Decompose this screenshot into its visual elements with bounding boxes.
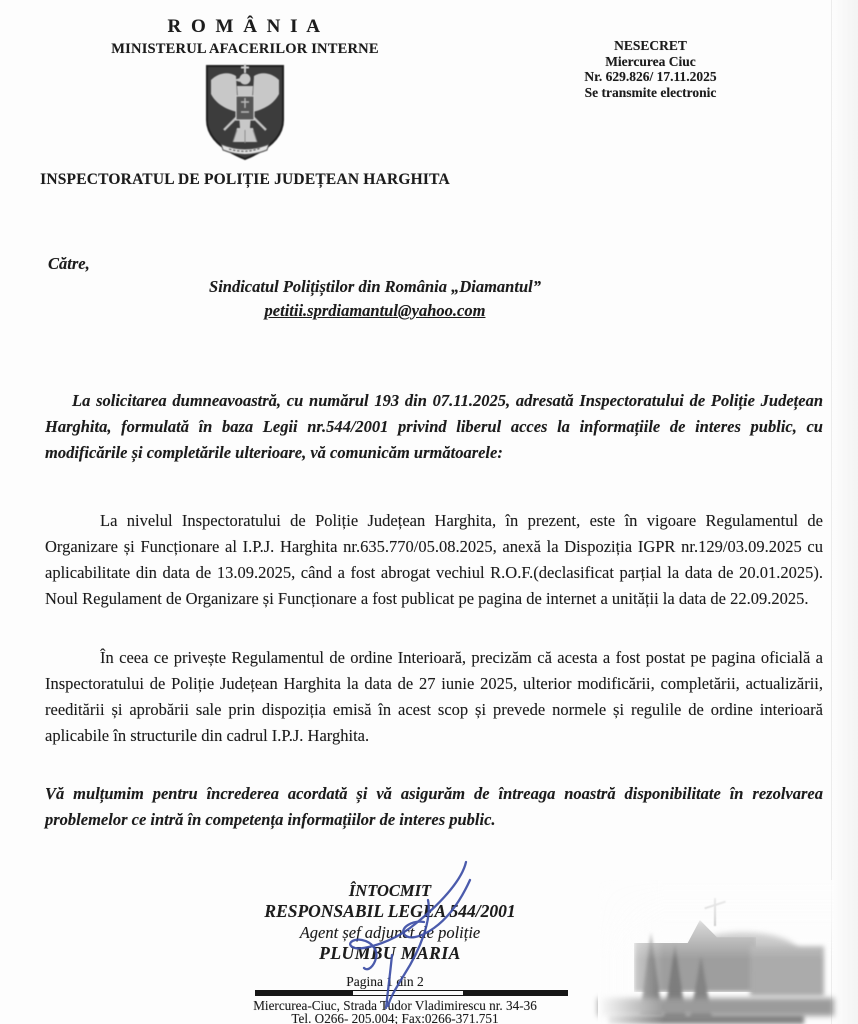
classification-label: NESECRET	[614, 38, 687, 53]
signature-role-line2: RESPONSABIL LEGEA 544/2001	[264, 901, 516, 921]
building-photo	[598, 880, 834, 1024]
ministry-title: MINISTERUL AFACERILOR INTERNE	[111, 41, 379, 57]
signature-rank: Agent șef adjunct de poliție	[299, 923, 481, 942]
signature-name: PLUMBU MARIA	[319, 943, 461, 963]
document-meta-block	[548, 38, 753, 100]
body-paragraph-roi: În ceea ce privește Regulamentul de ordine Interioară, precizăm că acesta a fost postat pe pagina oficială a Inspectoratului de Poliție Județean Harghita la data de 27 iunie 2025, ulterior modificării, completării, actualizării, reeditării și aprobării sale prin dispoziția emisă în acest scop și prevede normele și regulile de ordine interioară aplicabile în structurile din cadrul I.P.J. Harghita.	[45, 648, 823, 745]
salutation: Către,	[48, 254, 90, 273]
recipient-email: petitii.sprdiamantul@yahoo.com	[264, 301, 486, 320]
body-paragraph-intro: La solicitarea dumneavoastră, cu numărul 193 din 07.11.2025, adresată Inspectoratului de Poliție Județean Harghita, formulată în baza Legii nr.544/2001 privind liberul acces la informațiile de interes public, cu modificările și completările ulterioare, vă comunicăm următoarele:	[45, 391, 823, 462]
signature-role-line1: ÎNTOCMIT	[348, 881, 432, 900]
letterhead	[30, 16, 460, 189]
romanian-coat-of-arms-icon	[197, 62, 293, 162]
footer-phone: Tel. O266- 205.004; Fax:0266-371.751	[291, 1010, 499, 1024]
handwritten-signature-icon	[335, 848, 505, 1016]
inspectorate-title: INSPECTORATUL DE POLIȚIE JUDEȚEAN HARGHITA	[40, 171, 450, 188]
recipient-block	[110, 277, 640, 321]
page-number: Pagina 1 din 2	[346, 974, 424, 989]
body-paragraph-closing: Vă mulțumim pentru încrederea acordată și vă asigurăm de întreaga noastră disponibilitate în rezolvarea problemelor ce intră în competența informațiilor de interes public.	[45, 784, 823, 829]
country-title: R O M Â N I A	[167, 16, 323, 37]
transmission-note: Se transmite electronic	[584, 84, 717, 100]
footer-address: Miercurea-Ciuc, Strada Tudor Vladimirescu nr. 34-36	[253, 998, 537, 1013]
page-scan-edge	[831, 0, 858, 1024]
body-paragraph-rof: La nivelul Inspectoratului de Poliție Județean Harghita, în prezent, este în vigoare Regulamentul de Organizare și Funcționare al I.P.J. Harghita nr.635.770/05.08.2025, anexă la Dispoziția IGPR nr.129/03.09.2025 cu aplicabilitate din data de 13.09.2025, când a fost abrogat vechiul R.O.F.(declasificat parțial la data de 20.01.2025). Noul Regulament de Organizare și Funcționare a fost publicat pe pagina de internet a unității la data de 22.09.2025.	[45, 511, 823, 608]
registration-number: Nr. 629.826/ 17.11.2025	[584, 69, 717, 84]
recipient-organization: Sindicatul Polițiștilor din România „Diamantul”	[209, 277, 541, 296]
meta-city: Miercurea Ciuc	[605, 53, 696, 69]
